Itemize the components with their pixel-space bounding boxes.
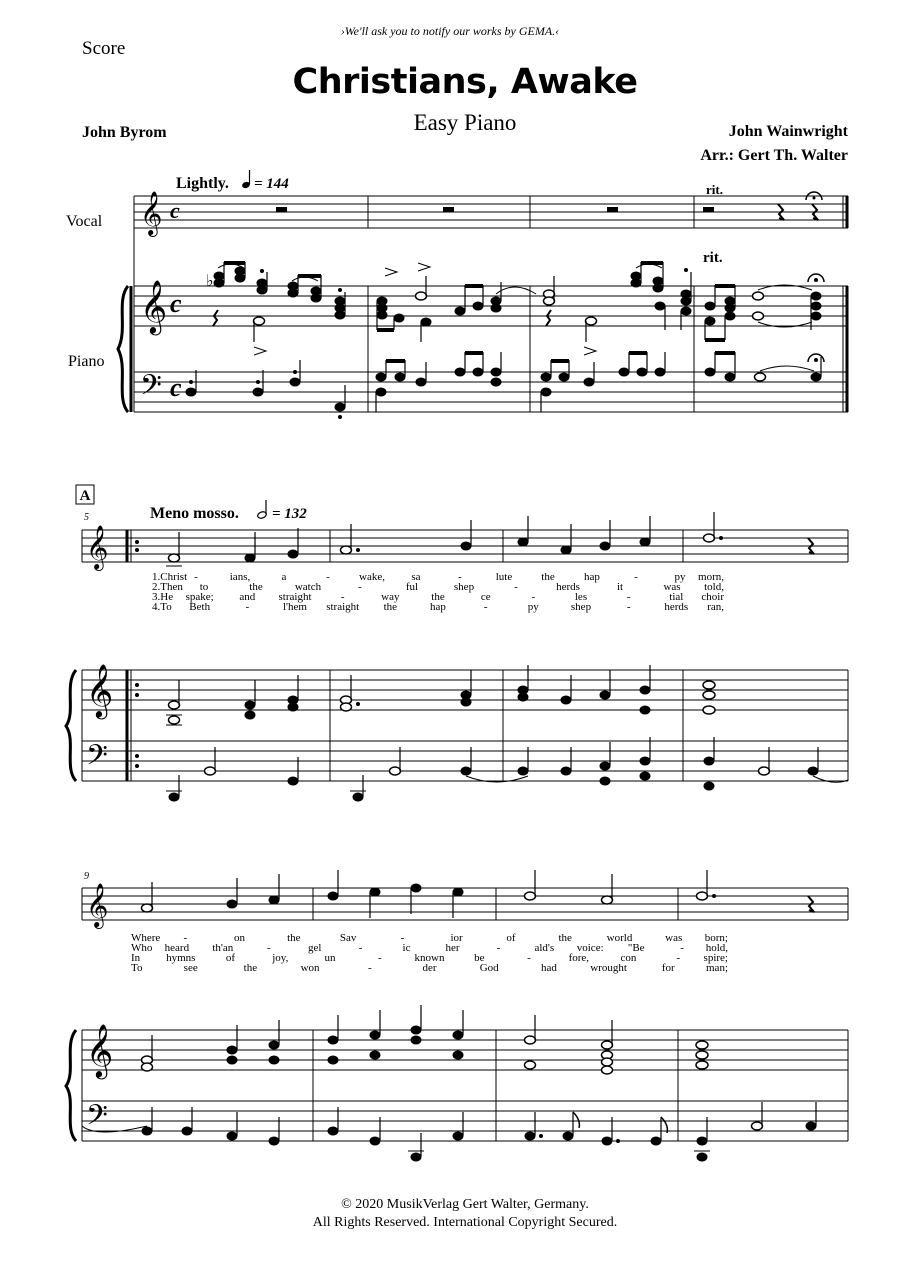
lyric-syllable: 3.He <box>152 591 174 603</box>
lyric-syllable: To <box>131 962 143 974</box>
lyric-syllable: - <box>527 952 531 964</box>
lyric-syllable: was <box>665 932 683 944</box>
system-2 <box>66 485 848 801</box>
piano-treble-notes <box>166 665 715 725</box>
lyric-syllable: hold, <box>705 942 728 954</box>
repeat-dots <box>135 540 139 768</box>
piece-subtitle: Easy Piano <box>413 110 517 135</box>
treble-clef-icon: 𝄞 <box>86 1025 114 1076</box>
lyric-syllable: - <box>245 601 250 613</box>
lyric-syllable: - <box>458 571 462 583</box>
svg-text:♭: ♭ <box>206 273 214 290</box>
lyric-syllable: for <box>661 962 675 974</box>
lyric-syllable: joy, <box>272 952 289 964</box>
lyric-syllable: shep <box>453 581 475 593</box>
lyric-syllable: morn, <box>698 571 724 583</box>
rights-line: All Rights Reserved. International Copyright Secured. <box>312 1215 618 1230</box>
lyric-syllable: - <box>634 571 638 583</box>
lyric-syllable: sa <box>411 571 421 583</box>
lyric-syllable: tial <box>669 591 684 603</box>
lyric-syllable: - <box>531 591 536 603</box>
lyric-syllable: straight <box>278 591 312 603</box>
lyric-syllable: the <box>287 932 301 944</box>
lyric-syllable: - <box>496 942 501 954</box>
grand-staff-brace <box>66 1030 76 1141</box>
metronome-mark <box>241 170 289 192</box>
vocal-notes <box>142 870 815 918</box>
lyric-syllable: the <box>383 601 398 613</box>
lyric-syllable: gel <box>307 942 322 954</box>
treble-clef-icon: 𝄞 <box>86 665 114 716</box>
lyric-syllable: born; <box>704 932 728 944</box>
composer-name: John Wainwright <box>728 123 848 140</box>
lyric-syllable: man; <box>706 962 728 974</box>
lyric-syllable: voice: <box>576 942 604 954</box>
bass-clef-icon: 𝄢 <box>140 371 162 408</box>
lyric-syllable: her <box>445 942 460 954</box>
vocal-notes <box>166 512 814 566</box>
lyric-syllable: - <box>676 952 681 964</box>
lyric-syllable: 1.Christ <box>152 571 188 583</box>
tempo-value: = 132 <box>272 506 307 522</box>
lyric-syllable: the <box>431 591 445 603</box>
lyric-syllable: be <box>474 952 485 964</box>
lyric-syllable: - <box>358 581 362 593</box>
lyric-syllable: In <box>131 952 141 964</box>
lyric-syllable: the <box>558 932 572 944</box>
lyric-syllable: choir <box>701 591 724 603</box>
lyric-syllable: herds <box>664 601 689 613</box>
common-time-symbol: c <box>170 373 182 402</box>
lyric-syllable: ians, <box>229 571 251 583</box>
lyric-syllable: lute <box>495 571 513 583</box>
lyric-syllable: - <box>626 591 631 603</box>
lyric-syllable: - <box>183 932 188 944</box>
lyric-syllable: way <box>381 591 400 603</box>
lyric-syllable: un <box>324 952 336 964</box>
piano-treble-staff <box>82 1030 848 1070</box>
lyric-syllable: - <box>358 942 363 954</box>
lyric-syllable: les <box>574 591 588 603</box>
lyric-syllable: the <box>243 962 258 974</box>
lyric-syllable: and <box>239 591 256 603</box>
treble-clef-icon: 𝄞 <box>86 527 109 569</box>
treble-clef-icon: 𝄞 <box>140 281 168 332</box>
treble-clef-icon: 𝄞 <box>140 193 163 235</box>
lyric-syllable: God <box>479 962 499 974</box>
measure-number: 9 <box>84 871 89 882</box>
lyricist-credit: John Byrom <box>82 124 167 141</box>
lyric-syllable: wrought <box>590 962 627 974</box>
lyric-syllable: ce <box>480 591 491 603</box>
lyric-syllable: see <box>183 962 198 974</box>
copyright-footer <box>0 1196 900 1232</box>
lyric-syllable: herds <box>556 581 580 593</box>
lyric-syllable: py <box>674 571 686 583</box>
system-1 <box>66 170 848 419</box>
lyric-syllable: known <box>414 952 445 964</box>
lyric-syllable: had <box>540 962 557 974</box>
lyric-syllable: "Be <box>627 942 645 954</box>
lyric-line-verse-1 <box>152 571 724 583</box>
tempo-marking: Meno mosso. <box>150 505 239 522</box>
lyric-syllable: - <box>626 601 631 613</box>
lyric-syllable: on <box>234 932 245 944</box>
tempo-marking: Lightly. <box>176 175 229 192</box>
arranger-name: Arr.: Gert Th. Walter <box>700 147 848 164</box>
lyric-syllable: th'an <box>212 942 234 954</box>
lyric-syllable: ic <box>402 942 411 954</box>
lyric-syllable: wake, <box>359 571 385 583</box>
lyric-syllable: told, <box>704 581 724 593</box>
bass-clef-icon: 𝄢 <box>86 1101 108 1138</box>
barlines <box>82 530 848 781</box>
vocal-staff <box>82 888 848 920</box>
gema-notice: ›We'll ask you to notify our works by GEMA.‹ <box>340 24 560 38</box>
piano-label: Piano <box>68 353 105 370</box>
lyric-syllable: it <box>616 581 624 593</box>
lyric-syllable: der <box>422 962 437 974</box>
lyric-syllable: - <box>266 942 271 954</box>
lyric-syllable: spire; <box>703 952 728 964</box>
lyric-syllable: con <box>620 952 637 964</box>
lyric-syllable: - <box>514 581 518 593</box>
lyric-syllable: - <box>377 952 382 964</box>
lyric-syllable: - <box>483 601 488 613</box>
lyric-syllable: Where <box>131 932 161 944</box>
lyric-syllable: of <box>506 932 516 944</box>
lyrics <box>152 571 724 613</box>
lyric-syllable: - <box>340 591 345 603</box>
lyric-syllable: - <box>194 571 198 583</box>
piano-bass-notes <box>186 352 824 419</box>
lyric-syllable: - <box>680 942 684 954</box>
lyric-syllable: of <box>225 952 236 964</box>
lyric-syllable: won <box>300 962 320 974</box>
lyric-syllable: fore, <box>568 952 590 964</box>
piano-bass-notes <box>166 737 848 801</box>
piano-treble-notes <box>206 262 824 355</box>
copyright-line: © 2020 MusikVerlag Gert Walter, Germany. <box>341 1197 589 1212</box>
system-3 <box>66 870 848 1161</box>
lyric-syllable: ald's <box>534 942 555 954</box>
rehearsal-mark: A <box>79 488 91 504</box>
lyric-syllable: py <box>527 601 539 613</box>
piece-title: Christians, Awake <box>292 62 638 102</box>
lyric-syllable: Who <box>131 942 153 954</box>
lyric-syllable: spake; <box>185 591 214 603</box>
lyric-syllable: the <box>249 581 263 593</box>
lyric-syllable: l'hem <box>283 601 307 613</box>
ritardando-piano: rit. <box>703 250 723 266</box>
lyric-syllable: Beth <box>189 601 211 613</box>
lyric-syllable: heard <box>164 942 190 954</box>
lyric-syllable: - <box>367 962 372 974</box>
lyric-syllable: ran, <box>707 601 724 613</box>
lyric-syllable: - <box>400 932 405 944</box>
ritardando-vocal: rit. <box>706 182 723 197</box>
bass-clef-icon: 𝄢 <box>86 741 108 778</box>
score-label: Score <box>82 38 126 59</box>
lyric-syllable: straight <box>326 601 360 613</box>
lyric-syllable: 2.Then <box>152 581 183 593</box>
vocal-label: Vocal <box>66 213 103 230</box>
lyric-line-verse-4 <box>131 962 728 974</box>
lyric-syllable: hymns <box>166 952 196 964</box>
lyric-syllable: 4.To <box>152 601 172 613</box>
lyric-syllable: hap <box>584 571 600 583</box>
vocal-staff <box>134 196 848 228</box>
lyric-syllable: shep <box>570 601 592 613</box>
lyric-syllable: hap <box>430 601 446 613</box>
lyric-syllable: a <box>281 571 287 583</box>
measure-number: 5 <box>84 512 89 523</box>
lyric-syllable: watch <box>294 581 322 593</box>
common-time-symbol: c <box>170 198 180 223</box>
piano-bass-staff <box>134 372 848 412</box>
lyric-syllable: was <box>663 581 681 593</box>
tempo-value: = 144 <box>254 176 289 192</box>
piano-treble-notes <box>142 1005 709 1074</box>
treble-clef-icon: 𝄞 <box>86 885 109 927</box>
common-time-symbol: c <box>170 289 182 318</box>
piano-bass-staff <box>82 1101 848 1141</box>
grand-staff-brace <box>66 670 76 781</box>
lyric-syllable: Sav <box>339 932 357 944</box>
lyric-syllable: - <box>326 571 330 583</box>
barlines <box>82 888 848 1141</box>
lyric-syllable: ful <box>405 581 419 593</box>
metronome-mark <box>257 500 308 522</box>
piano-treble-staff <box>134 286 848 326</box>
lyric-line-verse-4 <box>152 601 724 613</box>
lyrics <box>131 932 728 974</box>
lyric-syllable: ior <box>450 932 463 944</box>
grand-staff-brace <box>118 286 128 412</box>
lyric-syllable: world <box>606 932 633 944</box>
lyric-syllable: to <box>199 581 209 593</box>
lyric-syllable: the <box>541 571 555 583</box>
